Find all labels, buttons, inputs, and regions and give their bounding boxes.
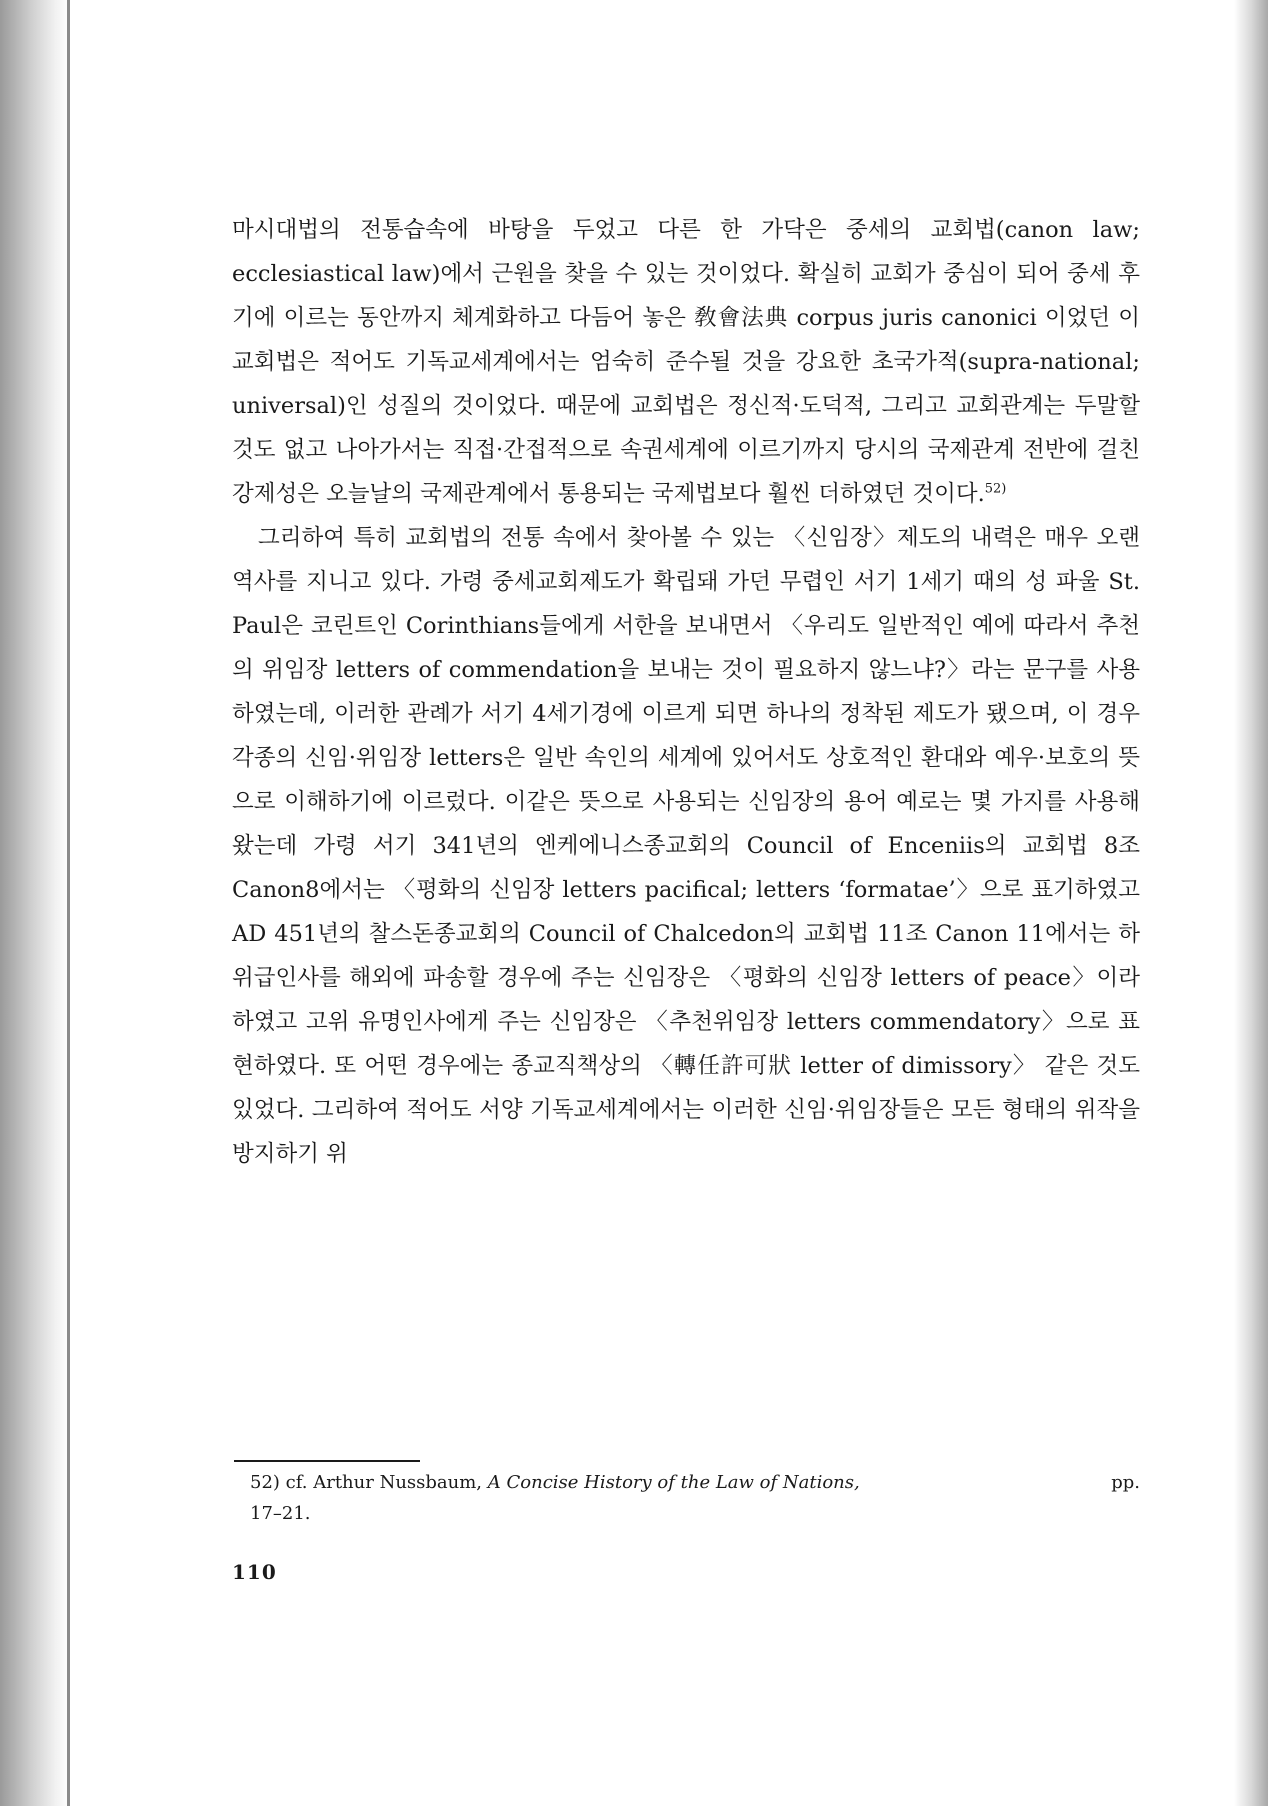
paragraph-1 <box>232 208 1140 516</box>
paragraph-2: 그리하여 특히 교회법의 전통 속에서 찾아볼 수 있는 〈신임장〉제도의 내력은 매우 오랜 역사를 지니고 있다. 가령 중세교회제도가 확립돼 가던 무렵인 서기 1세기 때의 성 파울 St. Paul은 코린트인 Corinthians들에게 서한을 보내면서 〈우리도 일반적인 예에 따라서 추천의 위임장 letters of commendation을 보내는 것이 필요하지 않느냐?〉라는 문구를 사용하였는데, 이러한 관례가 서기 4세기경에 이르게 되면 하나의 정착된 제도가 됐으며, 이 경우 각종의 신임·위임장 letters은 일반 속인의 세계에 있어서도 상호적인 환대와 예우·보호의 뜻으로 이해하기에 이르렀다. 이같은 뜻으로 사용되는 신임장의 용어 예로는 몇 가지를 사용해 왔는데 가령 서기 341년의 엔케에니스종교회의 Council of Enceniis의 교회법 8조 Canon8에서는 〈평화의 신임장 letters pacifical; letters ‘formatae’〉으로 표기하였고 AD 451년의 찰스돈종교회의 Council of Chalcedon의 교회법 11조 Canon 11에서는 하위급인사를 해외에 파송할 경우에 주는 신임장은 〈평화의 신임장 letters of peace〉이라 하였고 고위 유명인사에게 주는 신임장은 〈추천위임장 letters commendatory〉으로 표현하였다. 또 어떤 경우에는 종교직책상의 〈轉任許可狀 letter of dimissory〉 같은 것도 있었다. 그리하여 적어도 서양 기독교세계에서는 이러한 신임·위임장들은 모든 형태의 위작을 방지하기 위 <box>232 525 1140 1167</box>
footnote-number: 52) <box>250 1472 280 1493</box>
book-page <box>70 0 1234 1806</box>
footnote-title: A Concise History of the Law of Nations, <box>487 1472 860 1493</box>
page-edge-shadow-left <box>0 0 70 1806</box>
page-number: 110 <box>232 1560 277 1584</box>
body-text <box>232 208 1140 1176</box>
footnote-pages-label: pp. <box>1111 1472 1140 1493</box>
footnote-prefix: cf. Arthur Nussbaum, <box>285 1472 483 1493</box>
footnote-reference: 52) <box>984 481 1007 497</box>
page-edge-shadow-right <box>1234 0 1268 1806</box>
footnote <box>250 1467 1140 1529</box>
paragraph-1-text: 마시대법의 전통습속에 바탕을 두었고 다른 한 가닥은 중세의 교회법(canon law; ecclesiastical law)에서 근원을 찾을 수 있는 것이었다. 확실히 교회가 중심이 되어 중세 후기에 이르는 동안까지 체계화하고 다듬어 놓은 敎會法典 corpus juris canonici 이었던 이 교회법은 적어도 기독교세계에서는 엄숙히 준수될 것을 강요한 초국가적(supra-national; universal)인 성질의 것이었다. 때문에 교회법은 정신적·도덕적, 그리고 교회관계는 두말할 것도 없고 나아가서는 직접·간접적으로 속권세계에 이르기까지 당시의 국제관계 전반에 걸친 강제성은 오늘날의 국제관계에서 통용되는 국제법보다 훨씬 더하였던 것이다. <box>232 217 1140 507</box>
footnote-divider <box>234 1460 420 1462</box>
footnote-pages: 17–21. <box>250 1503 311 1524</box>
